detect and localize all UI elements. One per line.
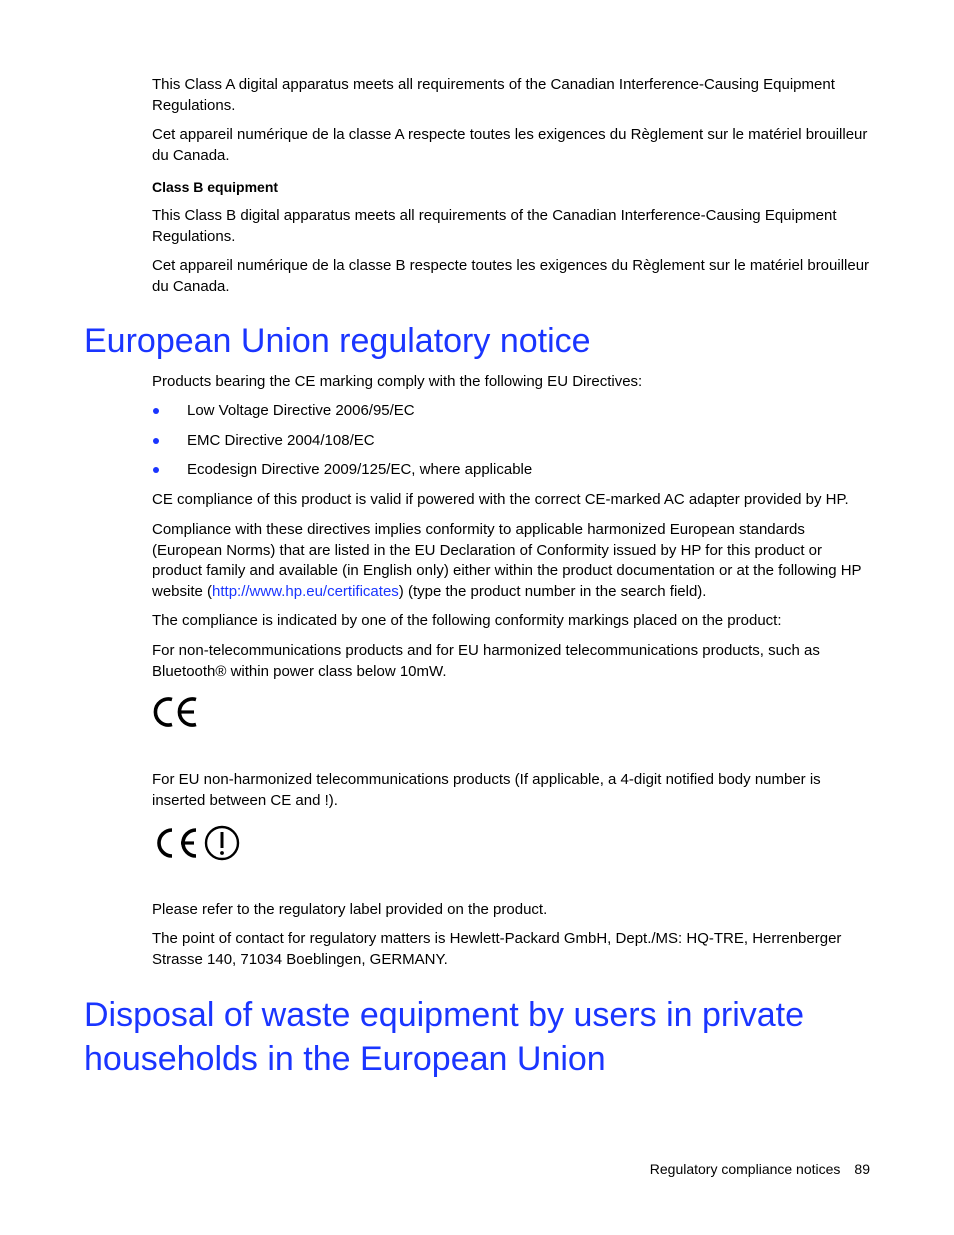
page-number: 89: [854, 1161, 870, 1177]
eu-notice-title: European Union regulatory notice: [84, 322, 591, 360]
page-footer: [650, 1159, 870, 1179]
canada-class-a-french: Cet appareil numérique de la classe A respecte toutes les exigences du Règlement sur le matériel brouilleur du Canada.: [152, 126, 868, 164]
non-telecom-text: For non-telecommunications products and for EU harmonized telecommunications products, such as Bluetooth® within power class below 10mW.: [152, 642, 820, 680]
bullet-icon: [153, 438, 159, 444]
canada-class-b-french: Cet appareil numérique de la classe B respecte toutes les exigences du Règlement sur le matériel brouilleur du Canada.: [152, 257, 870, 295]
ce-validity-text: CE compliance of this product is valid if powered with the correct CE-marked AC adapter provided by HP.: [152, 491, 849, 508]
ce-alert-mark-icon: [152, 823, 244, 863]
canada-class-a-english: This Class A digital apparatus meets all requirements of the Canadian Interference-Causing Equipment Regulations.: [152, 76, 835, 114]
non-harmonized-text: For EU non-harmonized telecommunications products (If applicable, a 4-digit notified body number is inserted between CE and !).: [152, 771, 821, 809]
directive-label: Ecodesign Directive 2009/125/EC, where applicable: [187, 461, 533, 478]
class-b-heading: Class B equipment: [152, 179, 279, 195]
disposal-title-line2: households in the European Union: [84, 1040, 606, 1078]
directive-label: Low Voltage Directive 2006/95/EC: [187, 402, 415, 419]
contact-text: The point of contact for regulatory matters is Hewlett-Packard GmbH, Dept./MS: HQ-TRE, Herrenberger Strasse 140, 71034 Boeblingen, GERMANY.: [152, 930, 842, 968]
refer-label-text: Please refer to the regulatory label provided on the product.: [152, 901, 548, 918]
bullet-icon: [153, 408, 159, 414]
disposal-title-line1: Disposal of waste equipment by users in private: [84, 996, 805, 1034]
hp-certificates-link[interactable]: http://www.hp.eu/certificates: [212, 582, 399, 600]
compliance-text-post: ) (type the product number in the search field).: [398, 582, 707, 600]
ce-mark-icon: [152, 693, 200, 731]
compliance-paragraph: [152, 520, 874, 602]
canada-class-b-english: This Class B digital apparatus meets all requirements of the Canadian Interference-Causing Equipment Regulations.: [152, 207, 837, 245]
bullet-icon: [153, 467, 159, 473]
compliance-text-pre: Compliance with these directives implies conformity to applicable harmonized European standards (European Norms) that are listed in the EU Declaration of Conformity issued by HP for this product or product family and available (in English only) either within the product documentation or at the following HP website (: [152, 521, 862, 600]
footer-section-name: Regulatory compliance notices: [649, 1161, 841, 1177]
directive-label: EMC Directive 2004/108/EC: [187, 432, 375, 449]
eu-directives-intro: Products bearing the CE marking comply with the following EU Directives:: [152, 373, 643, 390]
disposal-title: [84, 993, 804, 1081]
markings-intro: The compliance is indicated by one of the following conformity markings placed on the product:: [152, 612, 782, 629]
